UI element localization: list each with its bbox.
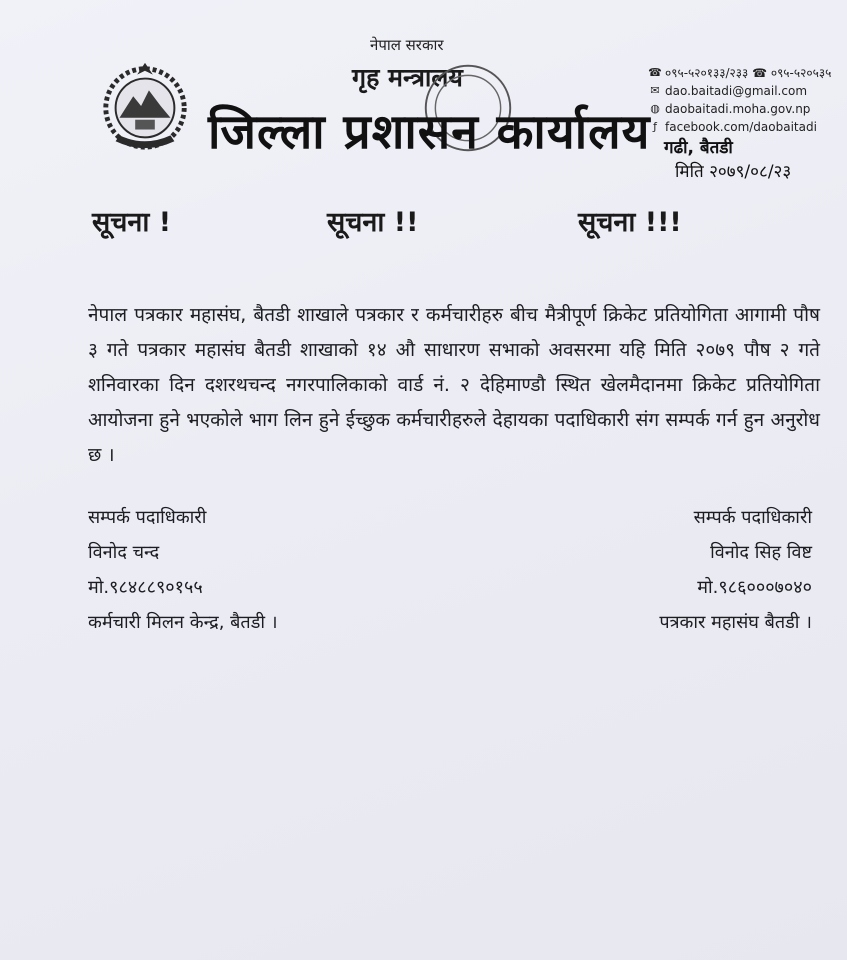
notice-heading-1: सूचना ! bbox=[92, 207, 172, 238]
date-label: मिति २०७९/०८/२३ bbox=[675, 162, 792, 182]
contact-left bbox=[88, 500, 278, 640]
nepal-emblem-icon bbox=[96, 56, 194, 156]
facebook-icon: ƒ bbox=[653, 120, 657, 133]
facebook-text: facebook.com/daobaitadi bbox=[665, 120, 817, 134]
phone-row bbox=[648, 64, 831, 82]
website-row bbox=[648, 100, 831, 118]
globe-icon: ◍ bbox=[650, 102, 660, 115]
contact-right-org: पत्रकार महासंघ बैतडी । bbox=[659, 612, 812, 633]
contact-right-name: विनोद सिह विष्ट bbox=[710, 542, 812, 563]
notice-heading-2: सूचना !! bbox=[327, 207, 419, 238]
government-label: नेपाल सरकार bbox=[370, 36, 444, 54]
email-row bbox=[648, 82, 831, 100]
notice-body: नेपाल पत्रकार महासंघ, बैतडी शाखाले पत्रकार र कर्मचारीहरु बीच मैत्रीपूर्ण क्रिकेट प्रतियोगिता आगामी पौष ३ गते पत्रकार महासंघ बैतडी शाखाको १४ औ साधारण सभाको अवसरमा यहि मिति २०७९ पौष २ गते शनिवारका दिन दशरथचन्द नगरपालिकाको वार्ड नं. २ देहिमाण्डौ स्थित खेलमैदानमा क्रिकेट प्रतियोगिता आयोजना हुने भएकोले भाग लिन हुने ईच्छुक कर्मचारीहरुले देहायका पदाधिकारी संग सम्पर्क गर्न हुन अनुरोध छ । bbox=[88, 304, 820, 466]
ministry-label: गृह मन्त्रालय bbox=[352, 63, 463, 92]
website-text: daobaitadi.moha.gov.np bbox=[665, 102, 811, 116]
contact-right-phone: मो.९८६०००७०४० bbox=[697, 577, 812, 598]
contact-left-name: विनोद चन्द bbox=[88, 542, 160, 563]
place-label: गढी, बैतडी bbox=[664, 138, 733, 158]
phone-icon: ☎ bbox=[648, 66, 662, 79]
mail-icon: ✉ bbox=[650, 84, 660, 97]
office-title: जिल्ला प्रशासन कार्यालय bbox=[208, 104, 651, 160]
contact-right-heading: सम्पर्क पदाधिकारी bbox=[693, 507, 812, 528]
email-text: dao.baitadi@gmail.com bbox=[665, 84, 808, 98]
contact-left-phone: मो.९८४८८९०१५५ bbox=[88, 577, 203, 598]
facebook-row bbox=[648, 118, 831, 136]
contact-left-heading: सम्पर्क पदाधिकारी bbox=[88, 507, 207, 528]
phone-text: ०९५-५२०१३३/२३३ ☎ ०९५-५२०५३५ bbox=[665, 66, 832, 80]
notice-heading-3: सूचना !!! bbox=[578, 207, 682, 238]
contact-left-org: कर्मचारी मिलन केन्द्र, बैतडी । bbox=[88, 612, 278, 633]
contact-info bbox=[648, 64, 831, 136]
contact-right bbox=[612, 500, 812, 640]
